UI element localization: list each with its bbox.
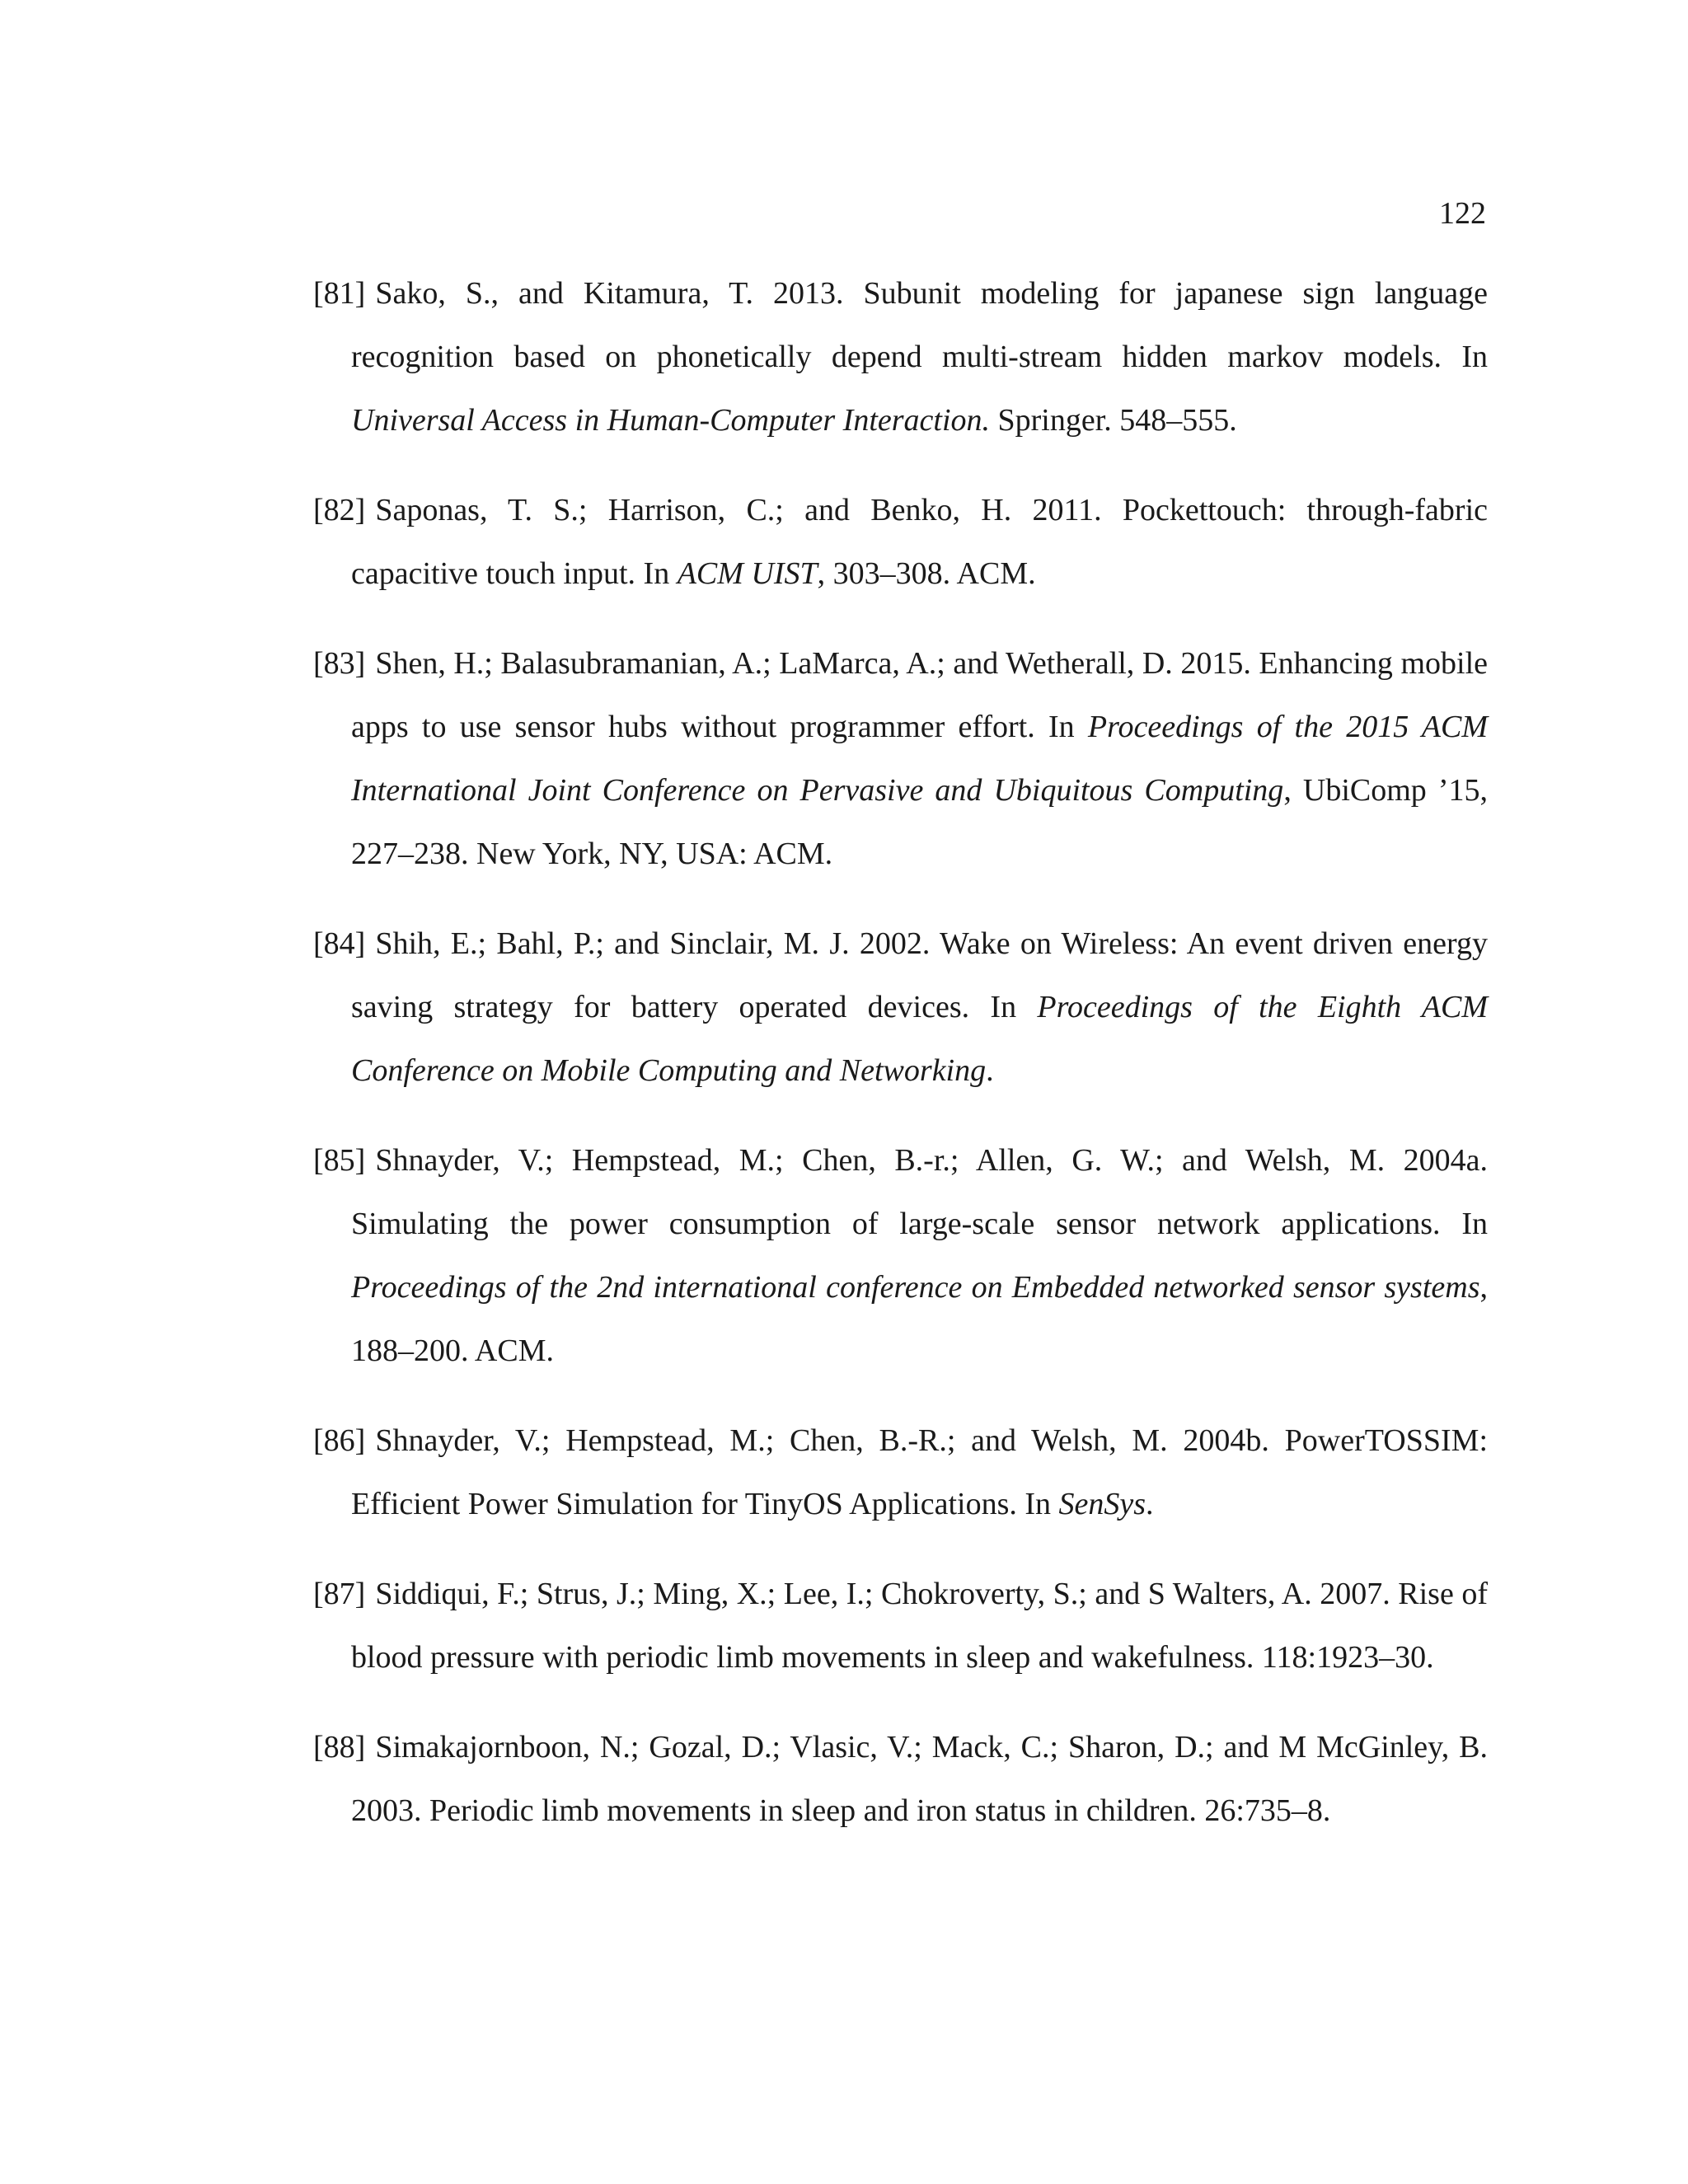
reference-text: Saponas, T. S.; Harrison, C.; and Benko, H. 2011. Pockettouch: through-fabric capacitive touch input. In (351, 493, 1488, 591)
reference-number: [88] (313, 1730, 366, 1765)
reference-number: [83] (313, 646, 366, 681)
reference-tail: , 188–200. ACM. (351, 1270, 1488, 1368)
reference-text: Shnayder, V.; Hempstead, M.; Chen, B.-R.; and Welsh, M. 2004b. PowerTOSSIM: Efficient Power Simulation for TinyOS Applications. In (351, 1423, 1488, 1521)
reference-82 (313, 479, 1488, 606)
reference-number: [82] (313, 493, 366, 527)
reference-number: [85] (313, 1143, 366, 1178)
reference-number: [87] (313, 1577, 366, 1611)
reference-venue: Universal Access in Human-Computer Interaction. (351, 403, 991, 438)
reference-text: Shnayder, V.; Hempstead, M.; Chen, B.-r.; Allen, G. W.; and Welsh, M. 2004a. Simulating the power consumption of large-scale sensor network applications. In (351, 1143, 1488, 1241)
reference-number: [81] (313, 276, 366, 311)
reference-venue: ACM UIST (677, 556, 818, 591)
page-number: 122 (1439, 196, 1486, 231)
reference-venue: Proceedings of the 2nd international conference on Embedded networked sensor systems (351, 1270, 1480, 1305)
reference-83 (313, 632, 1488, 886)
reference-venue: SenSys (1058, 1487, 1146, 1521)
reference-85 (313, 1129, 1488, 1383)
reference-list (313, 262, 1488, 1869)
reference-venue: Proceedings of the 2015 ACM International Joint Conference on Pervasive and Ubiquitous Computing (351, 710, 1489, 808)
reference-86 (313, 1409, 1488, 1536)
reference-text: Sako, S., and Kitamura, T. 2013. Subunit modeling for japanese sign language recognition based on phonetically depend multi-stream hidden markov models. In (351, 276, 1488, 374)
reference-88 (313, 1716, 1488, 1843)
reference-tail: . (986, 1053, 994, 1088)
reference-text: Shih, E.; Bahl, P.; and Sinclair, M. J. 2002. Wake on Wireless: An event driven energy saving strategy for battery operated devices. In (351, 926, 1488, 1024)
reference-venue: Proceedings of the Eighth ACM Conference on Mobile Computing and Networking (351, 990, 1488, 1088)
reference-81 (313, 262, 1488, 452)
reference-84 (313, 912, 1488, 1103)
reference-tail: , UbiComp ’15, 227–238. New York, NY, USA: ACM. (351, 773, 1488, 871)
reference-text: Shen, H.; Balasubramanian, A.; LaMarca, A.; and Wetherall, D. 2015. Enhancing mobile apps to use sensor hubs without programmer effort. In (351, 646, 1488, 744)
reference-tail: , 303–308. ACM. (817, 556, 1036, 591)
reference-text: Simakajornboon, N.; Gozal, D.; Vlasic, V.; Mack, C.; Sharon, D.; and M McGinley, B. 2003. Periodic limb movements in sleep and iron status in children. 26:735–8. (351, 1730, 1488, 1828)
reference-tail: . (1146, 1487, 1154, 1521)
reference-number: [86] (313, 1423, 366, 1458)
reference-tail: Springer. 548–555. (990, 403, 1237, 438)
reference-number: [84] (313, 926, 366, 961)
reference-text: Siddiqui, F.; Strus, J.; Ming, X.; Lee, I.; Chokroverty, S.; and S Walters, A. 2007. Rise of blood pressure with periodic limb movements in sleep and wakefulness. 118:1923–30. (351, 1577, 1488, 1675)
reference-87 (313, 1563, 1488, 1690)
